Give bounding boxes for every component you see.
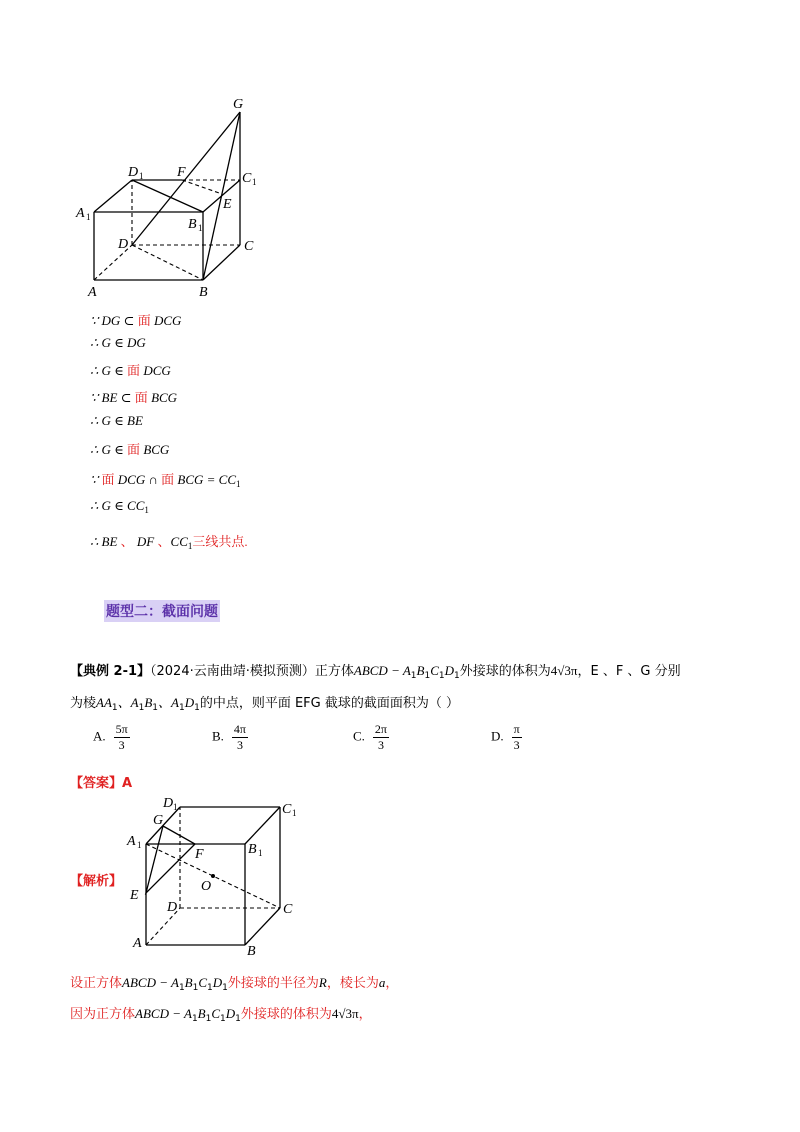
svg-text:1: 1 [252, 177, 257, 187]
label-c1: C [242, 171, 252, 186]
svg-text:1: 1 [139, 171, 144, 181]
label-c: C [283, 902, 293, 917]
edge-bc [203, 245, 240, 280]
label-o: O [201, 879, 212, 894]
label-d1: D [128, 165, 139, 180]
label-b: B [199, 285, 208, 300]
line-fe [182, 180, 222, 194]
edge-bc [245, 908, 280, 945]
proof-line-4: ∵ BE ⊂ 面 BCG [90, 390, 178, 405]
cube-figure-2 [125, 795, 325, 960]
label-a1: A [127, 834, 136, 849]
proof-line-9: ∴ BE 、 DF 、$CC_1$三线共点. [90, 534, 248, 551]
option-d[interactable]: D. $\frac{\pi}{3}$ [491, 722, 520, 752]
example-line-1: 【典例 2-1】（2024·云南曲靖·模拟预测）正方体ABCD − $A_1B_1C_1D_1$外接球的体积为4√3π，E 、F 、G 分别 [70, 663, 681, 681]
label-a1: A [76, 206, 85, 221]
edge-a1d1 [94, 180, 132, 212]
line-db [132, 245, 203, 280]
proof-line-8: ∴ G ∈ $CC_1$ [90, 498, 149, 515]
svg-text:1: 1 [173, 802, 178, 812]
line-d1b1 [132, 180, 203, 212]
label-g: G [153, 813, 164, 828]
label-b: B [247, 944, 256, 959]
center-o [211, 874, 215, 878]
label-e: E [223, 197, 232, 212]
proof-line-6: ∴ G ∈ 面 BCG [90, 442, 170, 457]
section-heading: 题型二：截面问题 [104, 600, 220, 622]
label-a: A [133, 936, 142, 951]
label-e: E [130, 888, 139, 903]
svg-text:1: 1 [137, 840, 142, 850]
label-b1: B [248, 842, 257, 857]
line-dg [132, 112, 240, 245]
answer-line: 【答案】A [70, 776, 133, 791]
line-bg [203, 112, 240, 280]
svg-text:1: 1 [292, 808, 297, 818]
label-b1: B [188, 217, 197, 232]
label-d: D [167, 900, 178, 915]
label-d: D [118, 237, 129, 252]
example-line-2: 为棱$AA_1$、$A_1B_1$、$A_1D_1$的中点，则平面 EFG 截球的截面面积为（ ） [70, 695, 459, 713]
edge-b1c1 [245, 807, 280, 844]
proof-line-7: ∵ 面 DCG ∩ 面 BCG = $CC_1$ [90, 472, 241, 489]
proof-line-3: ∴ G ∈ 面 DCG [90, 363, 171, 378]
label-c1: C [282, 802, 292, 817]
cube-figure-1 [70, 90, 290, 305]
proof-line-2: ∴ G ∈ DG [90, 335, 146, 350]
option-b[interactable]: B. $\frac{4\pi}{3}$ [212, 722, 246, 752]
label-a: A [88, 285, 97, 300]
label-d1: D [163, 796, 174, 811]
proof-line-1: ∵ DG ⊂ 面 DCG [90, 313, 182, 328]
label-g: G [233, 97, 244, 112]
option-c[interactable]: C. $\frac{2\pi}{3}$ [353, 722, 387, 752]
solution-line-2: 因为正方体ABCD − $A_1B_1C_1D_1$外接球的体积为4√3π， [70, 1006, 372, 1024]
label-f: F [195, 847, 204, 862]
svg-text:1: 1 [198, 223, 203, 233]
svg-text:1: 1 [258, 848, 263, 858]
label-c: C [244, 239, 254, 254]
analysis-tag: 【解析】 [70, 874, 123, 889]
label-f: F [177, 165, 186, 180]
svg-text:1: 1 [86, 212, 91, 222]
option-a[interactable]: A. $\frac{5\pi}{3}$ [93, 722, 128, 752]
proof-line-5: ∴ G ∈ BE [90, 413, 143, 428]
solution-line-1: 设正方体ABCD − $A_1B_1C_1D_1$外接球的半径为R，棱长为a， [70, 975, 399, 993]
